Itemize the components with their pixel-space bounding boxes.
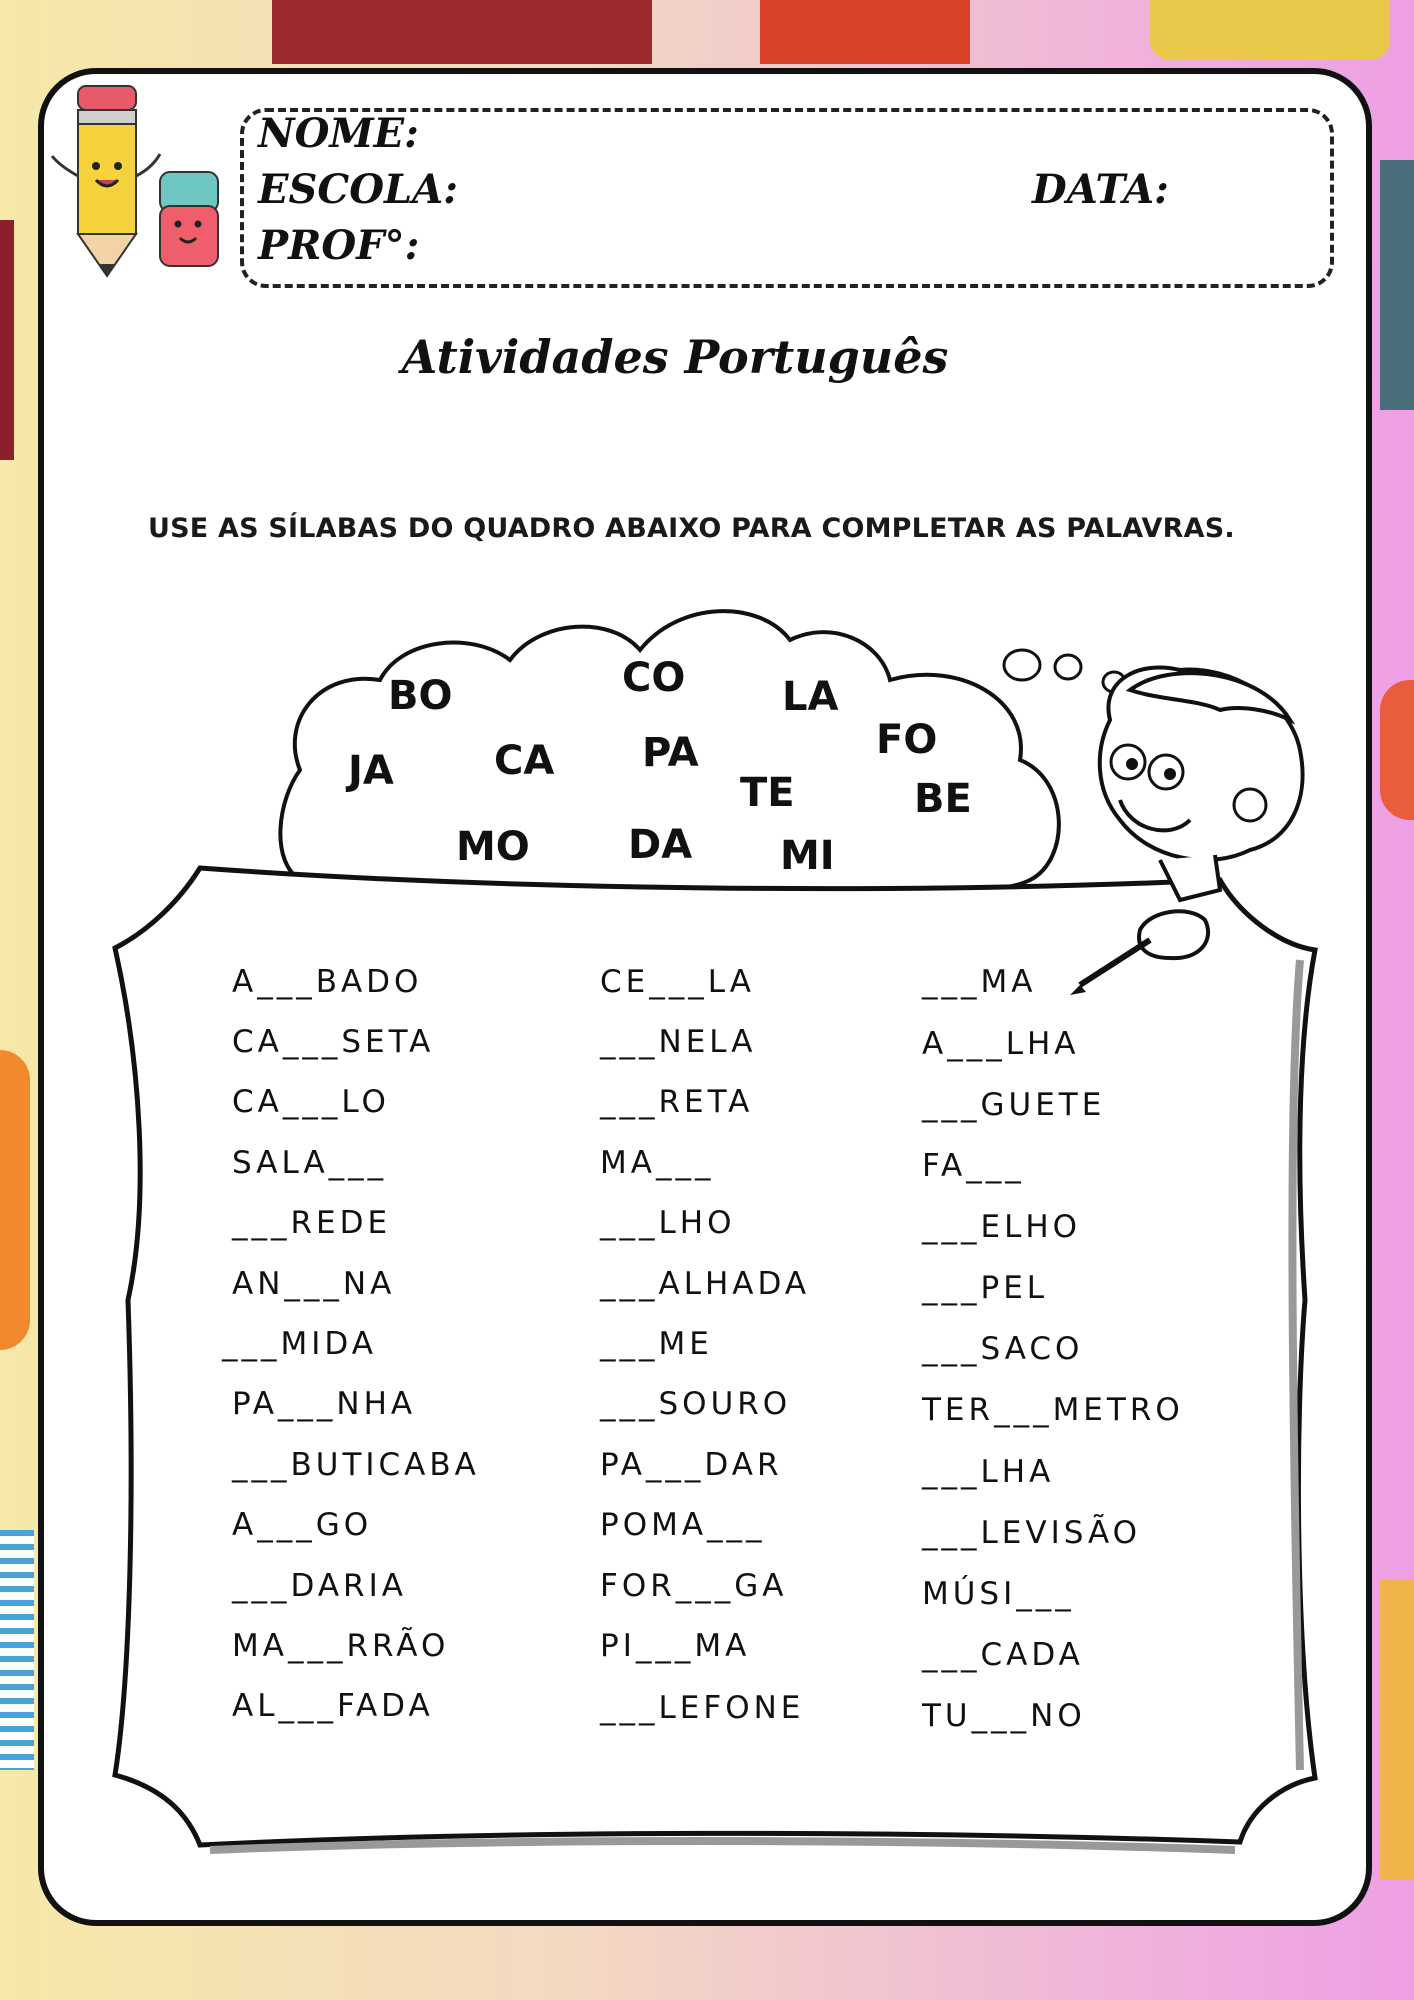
- word-col2-12: PI___MA: [600, 1628, 751, 1664]
- word-col2-2: ___NELA: [600, 1024, 757, 1060]
- word-col3-7: ___SACO: [922, 1331, 1084, 1367]
- syllable-te: TE: [740, 770, 795, 816]
- syllable-ca: CA: [494, 738, 555, 784]
- word-col3-12: ___CADA: [922, 1637, 1084, 1673]
- syllable-ja: JA: [348, 748, 394, 794]
- word-col3-10: ___LEVISÃO: [922, 1515, 1142, 1551]
- word-col1-5: ___REDE: [232, 1205, 392, 1241]
- word-col2-13: ___LEFONE: [600, 1690, 805, 1726]
- escola-label: ESCOLA:: [258, 166, 458, 213]
- word-col1-11: ___DARIA: [232, 1568, 407, 1604]
- word-col2-1: CE___LA: [600, 964, 755, 1000]
- word-col3-11: MÚSI___: [922, 1576, 1075, 1612]
- syllable-mo: MO: [456, 824, 530, 870]
- pencil-eraser-mascot-icon: [42, 76, 232, 286]
- word-col1-9: ___BUTICABA: [232, 1447, 480, 1483]
- syllable-pa: PA: [642, 730, 699, 776]
- syllable-fo: FO: [876, 717, 938, 763]
- word-col2-9: PA___DAR: [600, 1447, 783, 1483]
- word-col1-8: PA___NHA: [232, 1386, 417, 1422]
- word-col2-10: POMA___: [600, 1507, 766, 1543]
- word-col3-6: ___PEL: [922, 1270, 1049, 1306]
- syllable-be: BE: [914, 776, 972, 822]
- syllable-mi: MI: [780, 833, 835, 879]
- word-col1-4: SALA___: [232, 1145, 388, 1181]
- background-pencil-right: [1380, 160, 1414, 410]
- data-label: DATA:: [1032, 166, 1169, 213]
- word-col1-13: AL___FADA: [232, 1688, 434, 1724]
- word-col1-10: A___GO: [232, 1507, 373, 1543]
- word-col1-3: CA___LO: [232, 1084, 390, 1120]
- syllable-co: CO: [622, 655, 686, 701]
- word-col1-7: ___MIDA: [222, 1326, 377, 1362]
- word-col3-9: ___LHA: [922, 1454, 1055, 1490]
- prof-label: PROF°:: [258, 222, 420, 269]
- word-col3-4: FA___: [922, 1148, 1025, 1184]
- word-col2-5: ___LHO: [600, 1205, 736, 1241]
- word-col2-6: ___ALHADA: [600, 1266, 811, 1302]
- word-col3-5: ___ELHO: [922, 1209, 1082, 1245]
- background-book-red: [272, 0, 652, 64]
- word-col3-13: TU___NO: [922, 1698, 1086, 1734]
- background-book-orange: [760, 0, 970, 64]
- background-pencil-yellow: [1150, 0, 1390, 60]
- word-col3-3: ___GUETE: [922, 1087, 1106, 1123]
- word-col1-6: AN___NA: [232, 1266, 396, 1302]
- word-col2-7: ___ME: [600, 1326, 713, 1362]
- word-col2-8: ___SOURO: [600, 1386, 792, 1422]
- word-col2-4: MA___: [600, 1145, 715, 1181]
- instruction-text: USE AS SÍLABAS DO QUADRO ABAIXO PARA COMPLETAR AS PALAVRAS.: [148, 513, 1235, 544]
- syllable-la: LA: [782, 674, 839, 720]
- word-col3-1: ___MA: [922, 964, 1037, 1000]
- word-col1-2: CA___SETA: [232, 1024, 435, 1060]
- syllable-bo: BO: [388, 673, 453, 719]
- word-col3-8: TER___METRO: [922, 1392, 1184, 1428]
- word-col2-11: FOR___GA: [600, 1568, 788, 1604]
- word-col1-1: A___BADO: [232, 964, 423, 1000]
- syllable-da: DA: [628, 822, 693, 868]
- word-col3-2: A___LHA: [922, 1026, 1080, 1062]
- nome-label: NOME:: [258, 110, 419, 157]
- word-col1-12: MA___RRÃO: [232, 1628, 450, 1664]
- word-col2-3: ___RETA: [600, 1084, 754, 1120]
- page-title: Atividades Português: [401, 330, 949, 384]
